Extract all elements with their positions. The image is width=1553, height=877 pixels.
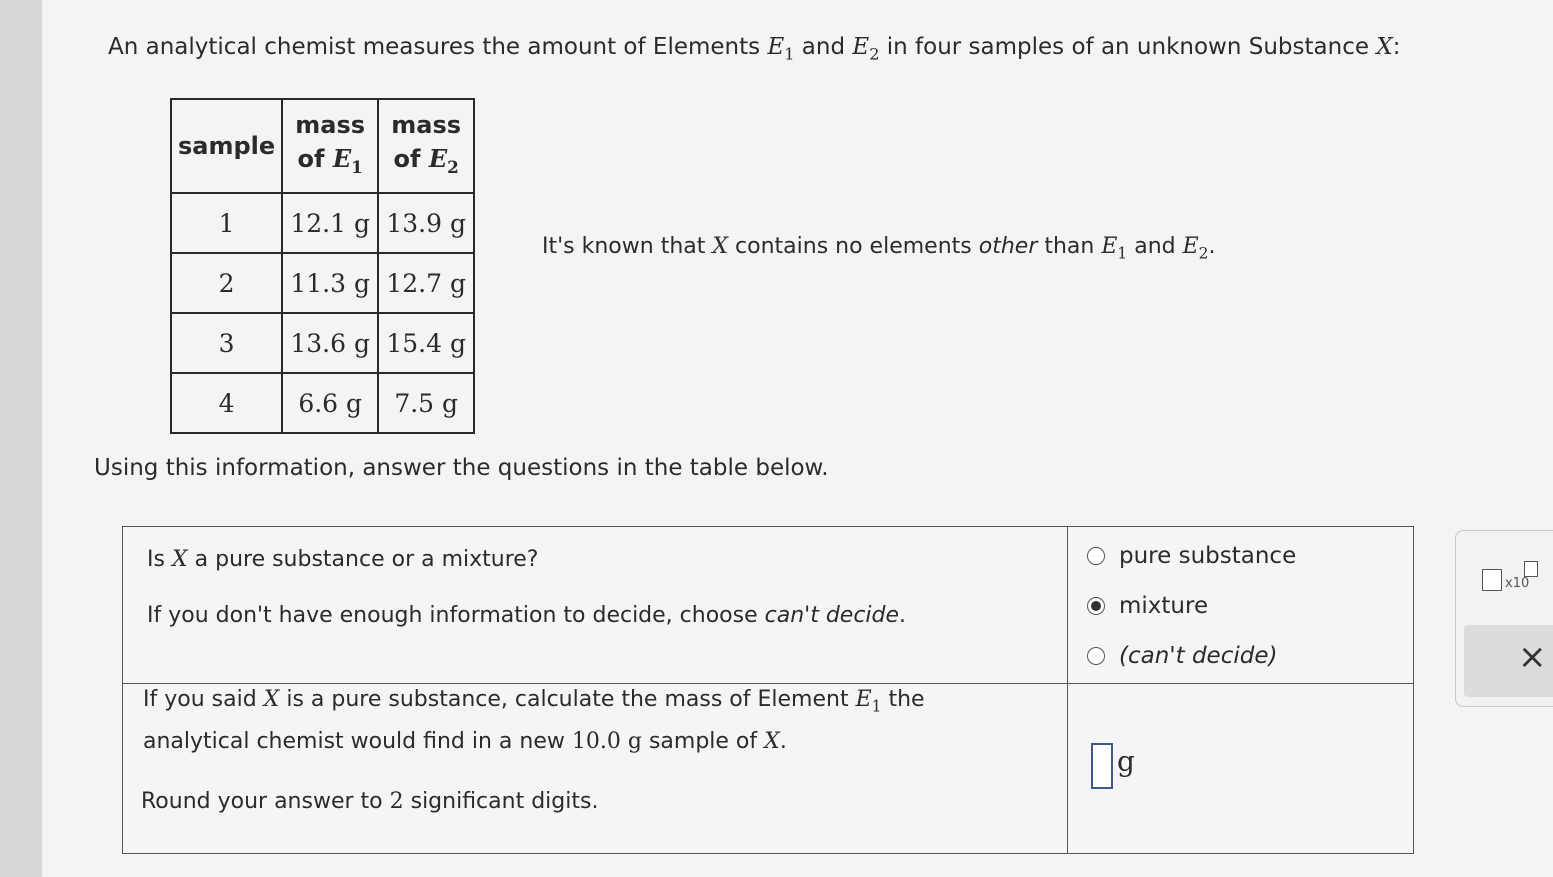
- q1-question: Is X a pure substance or a mixture?: [147, 547, 539, 572]
- sample-number: 2: [171, 253, 282, 313]
- sample-number: 1: [171, 193, 282, 253]
- q2-line2: analytical chemist would find in a new 10.0 g sample of X.: [143, 729, 787, 754]
- problem-intro: An analytical chemist measures the amount of Elements $E_1$ and $E_2$ in four samples of an unknown Substance X:: [108, 34, 1401, 64]
- header-mass-e2: mass of $E_2$: [378, 99, 474, 193]
- mass-e2-value: 12.7 g: [378, 253, 474, 313]
- radio-mixture-selected[interactable]: [1087, 597, 1105, 615]
- unit-label: g: [1117, 745, 1135, 778]
- table-row: [171, 253, 474, 313]
- mass-e1-value: 11.3 g: [282, 253, 378, 313]
- mass-e1-value: 12.1 g: [282, 193, 378, 253]
- x-symbol: X: [1376, 34, 1393, 60]
- option-pure-substance[interactable]: pure substance: [1087, 543, 1296, 569]
- x10-label: x10: [1505, 576, 1530, 591]
- close-icon[interactable]: ×: [1518, 637, 1547, 677]
- sample-number: 3: [171, 313, 282, 373]
- samples-table: [170, 98, 475, 434]
- mass-e1-value: 13.6 g: [282, 313, 378, 373]
- e2-symbol: E: [852, 34, 870, 60]
- option-mixture[interactable]: mixture: [1087, 593, 1208, 619]
- table-row: [171, 313, 474, 373]
- answer-tools-panel: [1455, 530, 1553, 707]
- column-divider: [1067, 527, 1068, 853]
- q2-line1: If you said X is a pure substance, calculate the mass of Element $E_1$ the: [143, 687, 925, 716]
- radio-cant-decide[interactable]: [1087, 647, 1105, 665]
- left-page-edge: [0, 0, 42, 877]
- radio-pure-substance[interactable]: [1087, 547, 1105, 565]
- e1-symbol: E: [767, 34, 785, 60]
- known-statement: It's known that X contains no elements other than $E_1$ and $E_2$.: [542, 234, 1216, 263]
- mass-e2-value: 13.9 g: [378, 193, 474, 253]
- answer-input[interactable]: [1091, 743, 1113, 789]
- sci-notation-icon[interactable]: [1482, 569, 1502, 591]
- instructions: Using this information, answer the questions in the table below.: [94, 455, 829, 481]
- sample-number: 4: [171, 373, 282, 433]
- header-sample: sample: [171, 99, 282, 193]
- q1-hint: If you don't have enough information to decide, choose can't decide.: [147, 603, 907, 628]
- q2-rounding: Round your answer to 2 significant digits.: [141, 789, 599, 814]
- table-row: [171, 193, 474, 253]
- header-mass-e1: mass of $E_1$: [282, 99, 378, 193]
- table-row: [171, 373, 474, 433]
- mass-e1-value: 6.6 g: [282, 373, 378, 433]
- option-cant-decide[interactable]: (can't decide): [1087, 643, 1277, 669]
- samples-header-row: [171, 99, 474, 193]
- mass-e2-value: 7.5 g: [378, 373, 474, 433]
- exponent-box-icon[interactable]: [1524, 561, 1538, 577]
- mass-e2-value: 15.4 g: [378, 313, 474, 373]
- question-table: [122, 526, 1414, 854]
